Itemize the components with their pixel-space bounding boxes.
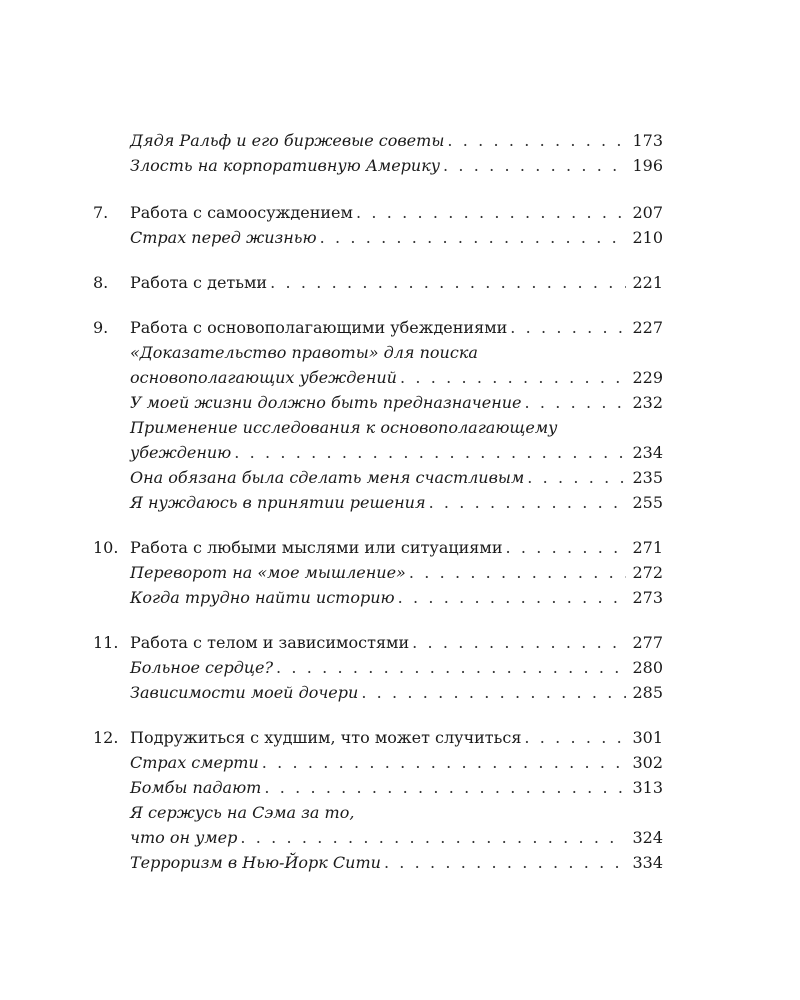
toc-page: 302: [632, 753, 663, 772]
toc-page: 324: [632, 828, 663, 847]
dot-leader: [447, 128, 626, 153]
dot-leader: [524, 725, 626, 750]
dot-leader: [361, 680, 626, 705]
dot-leader: [525, 390, 627, 415]
dot-leader: [356, 200, 626, 225]
toc-page: 210: [632, 228, 663, 247]
toc-title-line1: Применение исследования к основополагающему: [130, 418, 558, 437]
toc-entry: [93, 585, 663, 610]
toc-chapter: [93, 200, 663, 225]
dot-leader: [506, 535, 627, 560]
toc-title: убеждению: [130, 443, 232, 462]
toc-title: что он умер: [130, 828, 238, 847]
dot-leader: [527, 465, 626, 490]
toc-page: 235: [632, 468, 663, 487]
toc-page: 221: [632, 273, 663, 292]
chapter-number: 9.: [93, 318, 109, 337]
toc-entry: [93, 850, 663, 875]
toc-title: Переворот на «мое мышление»: [130, 563, 406, 582]
toc-entry: [93, 440, 663, 465]
dot-leader: [262, 750, 627, 775]
toc-page: 285: [632, 683, 663, 702]
toc-title: Терроризм в Нью-Йорк Сити: [130, 853, 381, 872]
toc-title-line1: Я сержусь на Сэма за то,: [130, 803, 355, 822]
toc-page: 334: [632, 853, 663, 872]
chapter-number: 10.: [93, 538, 119, 557]
toc-title: Бомбы падают: [130, 778, 262, 797]
toc-title: основополагающих убеждений: [130, 368, 397, 387]
toc-entry: [93, 490, 663, 515]
dot-leader: [240, 825, 626, 850]
toc-page: 207: [632, 203, 663, 222]
toc-entry-line1: [93, 800, 663, 825]
toc-title: Зависимости моей дочери: [130, 683, 359, 702]
toc-entry: [93, 225, 663, 250]
toc-page: 271: [632, 538, 663, 557]
chapter-number: 12.: [93, 728, 119, 747]
toc-title: Больное сердце?: [130, 658, 274, 677]
dot-leader: [398, 585, 627, 610]
dot-leader: [234, 440, 626, 465]
toc-entry: [93, 680, 663, 705]
toc-chapter: [93, 315, 663, 340]
toc-entry: [93, 390, 663, 415]
toc-title: Она обязана была сделать меня счастливым: [130, 468, 525, 487]
toc-entry: [93, 365, 663, 390]
toc-chapter: [93, 270, 663, 295]
dot-leader: [409, 560, 627, 585]
chapter-title: Работа с основополагающими убеждениями: [130, 318, 508, 337]
toc-title: Страх перед жизнью: [130, 228, 317, 247]
chapter-number: 7.: [93, 203, 109, 222]
toc-title: Я нуждаюсь в принятии решения: [130, 493, 426, 512]
toc-page: 280: [632, 658, 663, 677]
dot-leader: [320, 225, 627, 250]
toc-page: 273: [632, 588, 663, 607]
toc-page: 272: [632, 563, 663, 582]
dot-leader: [510, 315, 626, 340]
table-of-contents: [93, 128, 663, 875]
toc-entry: [93, 153, 663, 178]
toc-title: Когда трудно найти историю: [130, 588, 395, 607]
chapter-title: Работа с детьми: [130, 273, 268, 292]
toc-page: 196: [632, 156, 663, 175]
dot-leader: [270, 270, 626, 295]
toc-page: 229: [632, 368, 663, 387]
chapter-number: 8.: [93, 273, 109, 292]
chapter-title: Работа с самоосуждением: [130, 203, 353, 222]
dot-leader: [384, 850, 627, 875]
chapter-number: 11.: [93, 633, 119, 652]
dot-leader: [429, 490, 627, 515]
toc-title: Страх смерти: [130, 753, 259, 772]
toc-entry: [93, 825, 663, 850]
toc-title: Злость на корпоративную Америку: [130, 156, 441, 175]
toc-entry: [93, 465, 663, 490]
toc-entry: [93, 750, 663, 775]
chapter-title: Подружиться с худшим, что может случиться: [130, 728, 522, 747]
toc-chapter: [93, 535, 663, 560]
chapter-title: Работа с любыми мыслями или ситуациями: [130, 538, 503, 557]
toc-chapter: [93, 630, 663, 655]
dot-leader: [400, 365, 626, 390]
dot-leader: [276, 655, 626, 680]
toc-page: 227: [632, 318, 663, 337]
toc-entry: [93, 655, 663, 680]
toc-entry: [93, 775, 663, 800]
chapter-title: Работа с телом и зависимостями: [130, 633, 410, 652]
toc-page: 301: [632, 728, 663, 747]
toc-page: 232: [632, 393, 663, 412]
toc-title-line1: «Доказательство правоты» для поиска: [130, 343, 478, 362]
dot-leader: [443, 153, 626, 178]
toc-entry: [93, 560, 663, 585]
dot-leader: [264, 775, 626, 800]
toc-title: Дядя Ральф и его биржевые советы: [130, 131, 445, 150]
toc-entry-line1: [93, 340, 663, 365]
toc-page: 255: [632, 493, 663, 512]
toc-page: 234: [632, 443, 663, 462]
toc-entry-line1: [93, 415, 663, 440]
toc-page: 277: [632, 633, 663, 652]
toc-title: У моей жизни должно быть предназначение: [130, 393, 522, 412]
toc-chapter: [93, 725, 663, 750]
toc-page: 313: [632, 778, 663, 797]
toc-page: 173: [632, 131, 663, 150]
toc-entry: [93, 128, 663, 153]
dot-leader: [412, 630, 626, 655]
